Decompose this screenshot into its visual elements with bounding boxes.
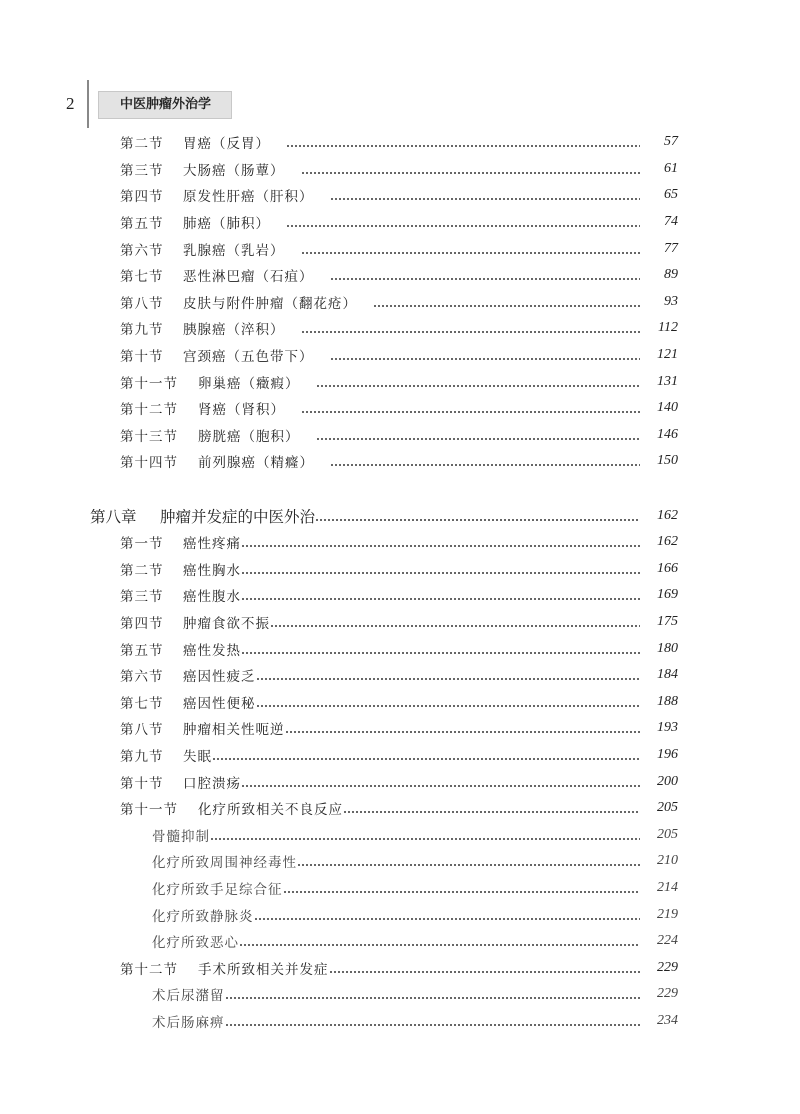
entry-title: 胃癌（反胃） (183, 136, 270, 153)
toc-section-entry[interactable] (0, 635, 800, 662)
dot-leader (239, 934, 640, 948)
entry-page: 166 (657, 560, 678, 576)
entry-page: 61 (664, 160, 678, 176)
entry-title: 恶性淋巴瘤（石疽） (183, 269, 314, 286)
section-label: 第九节 (120, 749, 164, 766)
toc-section-entry[interactable] (0, 422, 800, 449)
entry-page: 77 (664, 240, 678, 256)
entry-title: 胰腺癌（淬积） (183, 322, 285, 339)
toc-section-entry[interactable] (0, 662, 800, 689)
dot-leader (301, 242, 641, 256)
toc-section-entry[interactable] (0, 182, 800, 209)
toc-section-entry[interactable] (0, 448, 800, 475)
entry-title: 口腔溃疡 (183, 775, 241, 792)
entry-title: 癌性胸水 (183, 562, 241, 579)
entry-page: 146 (657, 426, 678, 442)
entry-title: 癌性腹水 (183, 589, 241, 606)
entry-page: 229 (657, 959, 678, 975)
toc-section-entry[interactable] (0, 395, 800, 422)
section-label: 第十一节 (120, 802, 178, 819)
entry-title: 膀胱癌（胞积） (198, 428, 300, 445)
toc-section-entry[interactable] (0, 609, 800, 636)
entry-title: 宫颈癌（五色带下） (183, 349, 314, 366)
toc-section-entry[interactable] (0, 235, 800, 262)
section-label: 第六节 (120, 242, 164, 259)
dot-leader (330, 188, 641, 202)
section-label: 第十节 (120, 775, 164, 792)
entry-title: 肾癌（肾积） (198, 402, 285, 419)
section-label: 第三节 (120, 162, 164, 179)
section-label: 第十一节 (120, 375, 178, 392)
entry-page: 219 (657, 906, 678, 922)
toc-section-entry[interactable] (0, 209, 800, 236)
entry-title: 化疗所致手足综合征 (152, 882, 283, 899)
dot-leader (316, 375, 641, 389)
section-label: 第六节 (120, 669, 164, 686)
section-label: 第一节 (120, 536, 164, 553)
dot-leader (225, 1014, 641, 1028)
entry-page: 193 (657, 720, 678, 736)
entry-page: 214 (657, 880, 678, 896)
section-label: 第七节 (120, 695, 164, 712)
dot-leader (285, 721, 641, 735)
section-label: 第四节 (120, 189, 164, 206)
entry-page: 196 (657, 747, 678, 763)
section-label: 第二节 (120, 136, 164, 153)
toc-subentry[interactable] (0, 875, 800, 902)
dot-leader (256, 695, 641, 709)
dot-leader (301, 162, 641, 176)
section-label: 第九节 (120, 322, 164, 339)
toc-section-entry[interactable] (0, 955, 800, 982)
toc-subentry[interactable] (0, 848, 800, 875)
section-label: 第五节 (120, 642, 164, 659)
entry-page: 112 (658, 320, 678, 336)
toc-subentry[interactable] (0, 1008, 800, 1035)
dot-leader (315, 509, 640, 523)
entry-page: 180 (657, 640, 678, 656)
entry-title: 前列腺癌（精癃） (198, 455, 314, 472)
toc-section-entry[interactable] (0, 556, 800, 583)
toc-section-entry[interactable] (0, 689, 800, 716)
entry-page: 169 (657, 587, 678, 603)
entry-title: 化疗所致静脉炎 (152, 908, 254, 925)
section-label: 第八节 (120, 722, 164, 739)
dot-leader (286, 135, 640, 149)
dot-leader (330, 454, 640, 468)
toc-section-entry[interactable] (0, 262, 800, 289)
entry-title: 肿瘤相关性呃逆 (183, 722, 285, 739)
entry-title: 癌因性便秘 (183, 695, 256, 712)
entry-page: 205 (657, 826, 678, 842)
entry-page: 131 (657, 373, 678, 389)
entry-title: 癌性疼痛 (183, 536, 241, 553)
toc-section-entry[interactable] (0, 795, 800, 822)
toc-section-entry[interactable] (0, 289, 800, 316)
toc-subentry[interactable] (0, 901, 800, 928)
section-label: 第五节 (120, 216, 164, 233)
entry-title: 失眠 (183, 749, 212, 766)
dot-leader (241, 535, 640, 549)
header-divider (87, 80, 89, 128)
toc-section-entry[interactable] (0, 129, 800, 156)
entry-page: 205 (657, 800, 678, 816)
entry-page: 162 (657, 534, 678, 550)
entry-title: 原发性肝癌（肝积） (183, 189, 314, 206)
entry-page: 210 (657, 853, 678, 869)
dot-leader (301, 401, 640, 415)
toc-sections-previous-chapter (0, 129, 800, 475)
entry-page: 188 (657, 693, 678, 709)
entry-page: 224 (657, 933, 678, 949)
dot-leader (301, 321, 641, 335)
section-label: 第二节 (120, 562, 164, 579)
entry-title: 骨髓抑制 (152, 828, 210, 845)
section-label: 第四节 (120, 616, 164, 633)
dot-leader (343, 801, 640, 815)
section-label: 第三节 (120, 589, 164, 606)
toc-section-entry[interactable] (0, 156, 800, 183)
entry-page: 234 (657, 1012, 678, 1028)
page-number: 2 (66, 94, 75, 113)
dot-leader (241, 588, 640, 602)
toc-section-entry[interactable] (0, 768, 800, 795)
entry-title: 化疗所致相关不良反应 (198, 802, 343, 819)
toc-section-entry[interactable] (0, 582, 800, 609)
entry-title: 肺癌（肺积） (183, 216, 270, 233)
entry-page: 65 (664, 187, 678, 203)
entry-page: 184 (657, 667, 678, 683)
dot-leader (329, 961, 641, 975)
entry-title: 癌性发热 (183, 642, 241, 659)
dot-leader (316, 428, 641, 442)
dot-leader (225, 987, 641, 1001)
entry-title: 癌因性疲乏 (183, 669, 256, 686)
dot-leader (283, 881, 641, 895)
section-label: 第十二节 (120, 961, 178, 978)
dot-leader (212, 748, 640, 762)
entry-page: 140 (657, 400, 678, 416)
dot-leader (286, 215, 640, 229)
entry-page: 229 (657, 986, 678, 1002)
dot-leader (241, 562, 640, 576)
dot-leader (330, 268, 641, 282)
toc-section-entry[interactable] (0, 368, 800, 395)
dot-leader (241, 775, 640, 789)
chapter-page: 162 (657, 508, 678, 523)
entry-title: 肿瘤食欲不振 (183, 616, 270, 633)
toc-chapter-entry[interactable] (0, 503, 800, 529)
entry-page: 74 (664, 214, 678, 230)
section-label: 第八节 (120, 295, 164, 312)
entry-title: 皮肤与附件肿瘤（翻花疮） (183, 295, 357, 312)
dot-leader (330, 348, 641, 362)
dot-leader (254, 908, 641, 922)
dot-leader (256, 668, 641, 682)
entry-title: 大肠癌（肠蕈） (183, 162, 285, 179)
entry-page: 150 (657, 453, 678, 469)
entry-page: 175 (657, 614, 678, 630)
section-label: 第十二节 (120, 402, 178, 419)
entry-page: 89 (664, 267, 678, 283)
toc-section-entry[interactable] (0, 315, 800, 342)
section-label: 第十四节 (120, 455, 178, 472)
toc-subentry[interactable] (0, 928, 800, 955)
toc-subentry[interactable] (0, 822, 800, 849)
entry-title: 乳腺癌（乳岩） (183, 242, 285, 259)
entry-title: 术后肠麻痹 (152, 1014, 225, 1031)
toc-section-entry[interactable] (0, 742, 800, 769)
entry-title: 术后尿潴留 (152, 988, 225, 1005)
section-label: 第七节 (120, 269, 164, 286)
section-label: 第十三节 (120, 428, 178, 445)
toc-sections (0, 529, 800, 1034)
chapter-title: 肿瘤并发症的中医外治 (160, 508, 316, 526)
toc-section-entry[interactable] (0, 342, 800, 369)
entry-page: 57 (664, 134, 678, 150)
toc-subentry[interactable] (0, 981, 800, 1008)
dot-leader (210, 828, 640, 842)
entry-title: 手术所致相关并发症 (198, 961, 329, 978)
dot-leader (297, 854, 640, 868)
toc-section-entry[interactable] (0, 529, 800, 556)
dot-leader (373, 295, 640, 309)
entry-title: 化疗所致恶心 (152, 935, 239, 952)
book-title: 中医肿瘤外治学 (98, 91, 232, 119)
chapter-label: 第八章 (90, 508, 137, 526)
toc-section-entry[interactable] (0, 715, 800, 742)
dot-leader (241, 642, 640, 656)
entry-title: 卵巢癌（癥瘕） (198, 375, 300, 392)
entry-page: 93 (664, 293, 678, 309)
dot-leader (270, 615, 640, 629)
entry-page: 121 (657, 347, 678, 363)
entry-page: 200 (657, 773, 678, 789)
entry-title: 化疗所致周围神经毒性 (152, 855, 297, 872)
section-label: 第十节 (120, 349, 164, 366)
